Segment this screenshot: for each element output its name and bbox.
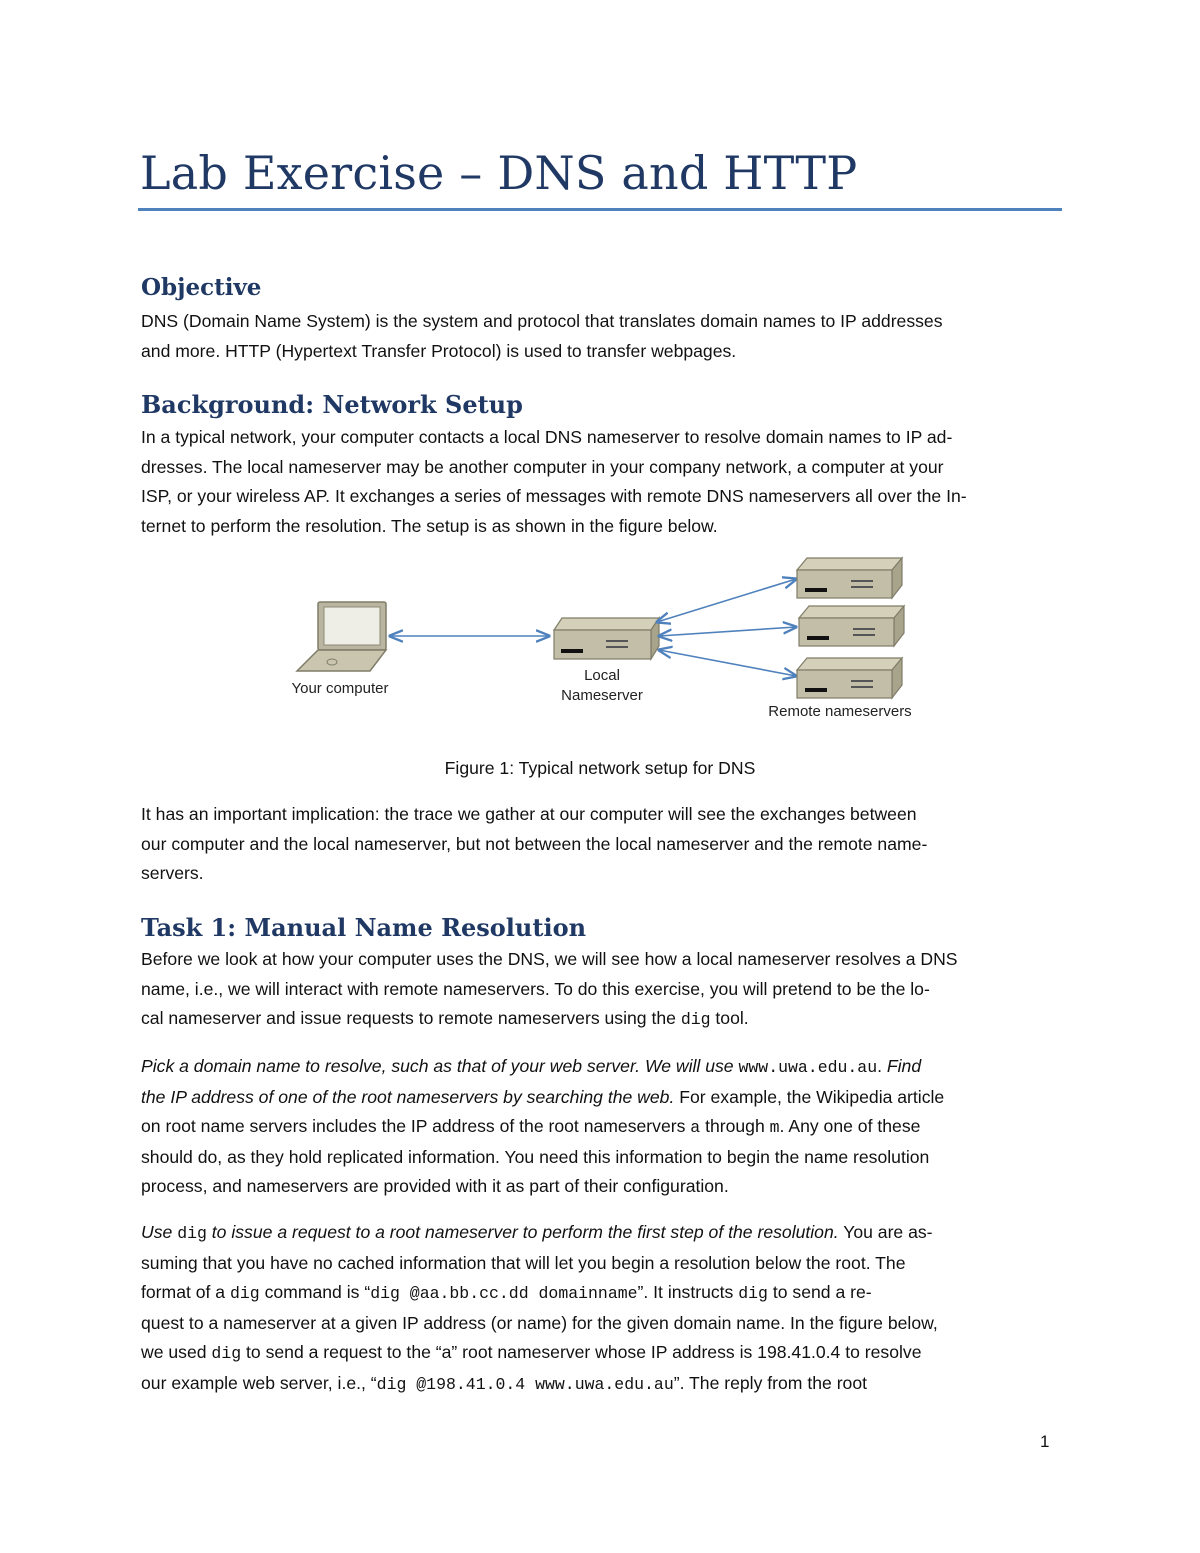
page-title: Lab Exercise – DNS and HTTP bbox=[140, 146, 858, 200]
task1-heading: Task 1: Manual Name Resolution bbox=[141, 913, 587, 942]
implication-paragraph bbox=[141, 800, 1071, 889]
text-line: our computer and the local nameserver, but not between the local nameserver and the remote name- bbox=[141, 833, 928, 854]
text-line: ternet to perform the resolution. The setup is as shown in the figure below. bbox=[141, 515, 718, 536]
text-line: Before we look at how your computer uses the DNS, we will see how a local nameserver resolves a DNS bbox=[141, 949, 958, 969]
text-run: our example web server, i.e., “ bbox=[141, 1372, 377, 1393]
code-run: dig bbox=[211, 1344, 242, 1363]
text-run: we used bbox=[141, 1342, 212, 1362]
task1-domain-paragraph bbox=[141, 1052, 1071, 1202]
code-run: dig bbox=[177, 1224, 207, 1243]
text-run: the IP address of one of the root nameservers by searching the web. bbox=[141, 1086, 675, 1107]
text-line: quest to a nameserver at a given IP address (or name) for the given domain name. In the figure below, bbox=[141, 1312, 938, 1333]
title-underline bbox=[138, 208, 1062, 211]
text-line: ISP, or your wireless AP. It exchanges a series of messages with remote DNS nameservers all over the In- bbox=[141, 486, 967, 506]
code-run: dig @aa.bb.cc.dd domainname bbox=[370, 1284, 638, 1303]
text-run: Pick a domain name to resolve, such as that of your web server. We will use bbox=[141, 1056, 739, 1076]
code-run: m bbox=[769, 1118, 780, 1137]
arrow-local-remote-1 bbox=[657, 579, 796, 622]
text-line: servers. bbox=[141, 863, 204, 883]
text-line: suming that you have no cached information that will let you begin a resolution below the root. The bbox=[141, 1252, 906, 1273]
background-paragraph bbox=[141, 423, 1071, 541]
local-nameserver-label bbox=[547, 666, 657, 706]
text-line: DNS (Domain Name System) is the system and protocol that translates domain names to IP addresses bbox=[141, 311, 943, 331]
text-line bbox=[141, 1112, 1071, 1143]
code-run: dig bbox=[229, 1284, 260, 1303]
text-run: cal nameserver and issue requests to remote nameservers using the bbox=[141, 1008, 681, 1028]
text-run: to send a re- bbox=[767, 1282, 872, 1302]
text-line bbox=[141, 1004, 1071, 1035]
text-line: In a typical network, your computer contacts a local DNS nameserver to resolve domain names to IP ad- bbox=[141, 427, 953, 447]
local-nameserver-icon bbox=[554, 618, 659, 659]
text-run: Use bbox=[141, 1222, 178, 1242]
text-line: name, i.e., we will interact with remote nameservers. To do this exercise, you will pretend to be the lo- bbox=[141, 978, 930, 999]
task1-dig-paragraph bbox=[141, 1218, 1071, 1399]
nameserver-label-line: Nameserver bbox=[561, 687, 643, 704]
text-line: It has an important implication: the trace we gather at our computer will see the exchanges between bbox=[141, 804, 917, 824]
local-label-line: Local bbox=[584, 667, 620, 684]
code-run: dig bbox=[680, 1010, 711, 1029]
text-run: tool. bbox=[710, 1008, 749, 1028]
remote-nameserver-icon bbox=[797, 658, 902, 698]
task1-intro-paragraph bbox=[141, 945, 1071, 1035]
text-run: . Any one of these bbox=[779, 1116, 921, 1136]
text-run: on root name servers includes the IP address of the root nameservers bbox=[141, 1116, 691, 1136]
arrow-local-remote-2 bbox=[659, 627, 796, 636]
code-run: dig @198.41.0.4 www.uwa.edu.au bbox=[376, 1374, 674, 1394]
text-run: ”. The reply from the root bbox=[673, 1372, 868, 1393]
text-run: to issue a request to a root nameserver to perform the first step of the resolution. bbox=[206, 1222, 839, 1242]
text-line bbox=[141, 1052, 1071, 1083]
text-line: process, and nameservers are provided with it as part of their configuration. bbox=[141, 1176, 729, 1196]
objective-heading: Objective bbox=[141, 274, 262, 301]
your-computer-label: Your computer bbox=[291, 680, 389, 697]
network-setup-figure bbox=[275, 552, 935, 727]
text-line bbox=[141, 1338, 1071, 1369]
text-run: through bbox=[700, 1116, 770, 1136]
text-line bbox=[141, 1369, 1071, 1400]
text-run: command is “ bbox=[259, 1282, 371, 1302]
code-run: a bbox=[690, 1118, 701, 1137]
remote-nameserver-icon bbox=[797, 558, 902, 598]
text-run: to send a request to the “a” root nameserver whose IP address is 198.41.0.4 to resolve bbox=[241, 1342, 922, 1362]
remote-nameservers-label: Remote nameservers bbox=[768, 703, 912, 720]
text-line bbox=[141, 1083, 1071, 1113]
text-line: dresses. The local nameserver may be another computer in your company network, a computer at your bbox=[141, 456, 944, 477]
text-run: . bbox=[877, 1056, 887, 1076]
text-run: Find bbox=[886, 1056, 922, 1076]
text-run: You are as- bbox=[838, 1222, 933, 1242]
laptop-icon bbox=[297, 602, 386, 671]
text-run: ”. It instructs bbox=[637, 1282, 739, 1302]
arrow-local-remote-3 bbox=[659, 650, 796, 676]
text-line bbox=[141, 1218, 1071, 1249]
figure-caption: Figure 1: Typical network setup for DNS bbox=[444, 758, 756, 778]
remote-nameserver-icon bbox=[799, 606, 904, 646]
text-line: should do, as they hold replicated information. You need this information to begin the name resolution bbox=[141, 1146, 930, 1167]
text-run: format of a bbox=[141, 1282, 230, 1302]
code-run: www.uwa.edu.au bbox=[738, 1058, 878, 1077]
objective-paragraph bbox=[141, 307, 1071, 366]
background-heading: Background: Network Setup bbox=[141, 390, 523, 419]
text-line: and more. HTTP (Hypertext Transfer Protocol) is used to transfer webpages. bbox=[141, 340, 737, 361]
text-line bbox=[141, 1278, 1071, 1309]
page-number: 1 bbox=[1040, 1432, 1050, 1451]
text-run: For example, the Wikipedia article bbox=[674, 1086, 945, 1107]
code-run: dig bbox=[738, 1284, 768, 1303]
